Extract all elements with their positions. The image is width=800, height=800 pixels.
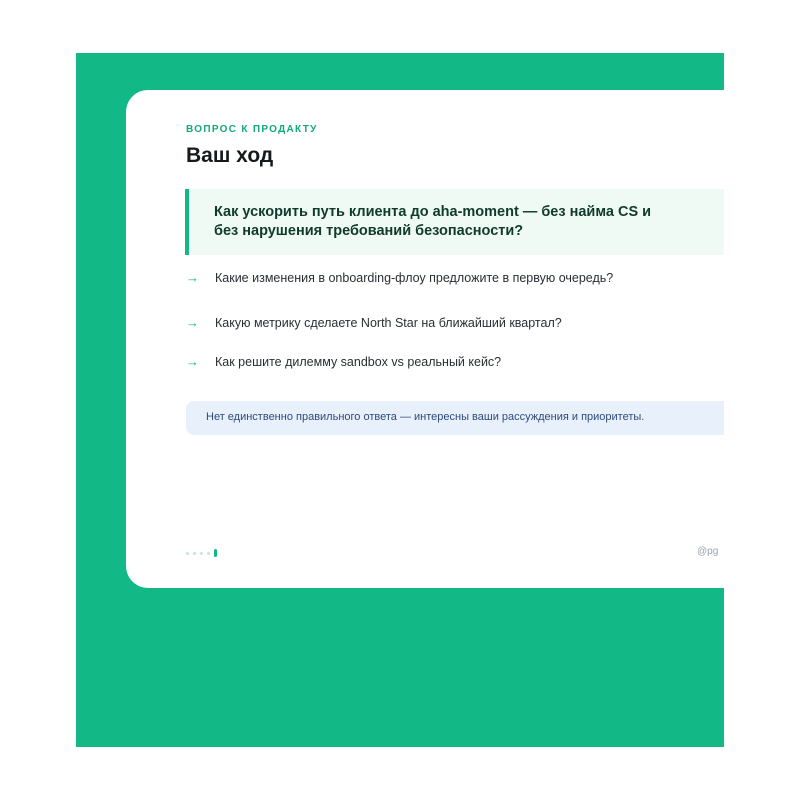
bullet-text: Какие изменения в onboarding-флоу предложите в первую очередь? <box>215 271 614 285</box>
background-panel <box>76 53 724 747</box>
bullet-text: Как решите дилемму sandbox vs реальный кейс? <box>215 355 502 369</box>
bullet-item <box>186 270 613 285</box>
note-callout <box>186 401 724 435</box>
author-handle: @pg <box>697 546 719 557</box>
bullet-item <box>186 315 562 330</box>
question-callout <box>185 189 724 255</box>
section-eyebrow: ВОПРОС К ПРОДАКТУ <box>186 124 318 135</box>
note-text: Нет единственно правильного ответа — интересны ваши рассуждения и приоритеты. <box>206 411 645 423</box>
arrow-right-icon: → <box>186 270 199 285</box>
pager-dot <box>193 552 196 555</box>
pager-dot <box>207 552 210 555</box>
bullet-item <box>186 354 501 369</box>
pager-dot <box>186 552 189 555</box>
question-line-1: Как ускорить путь клиента до aha-moment — без найма CS и <box>214 204 652 220</box>
pager-dot-active <box>214 549 217 557</box>
slide-card <box>126 90 724 588</box>
pager-dot <box>200 552 203 555</box>
arrow-right-icon: → <box>186 354 199 369</box>
question-text <box>214 203 651 241</box>
bullet-text: Какую метрику сделаете North Star на ближайший квартал? <box>215 316 562 330</box>
arrow-right-icon: → <box>186 315 199 330</box>
slide-pager <box>186 549 217 557</box>
slide-title: Ваш ход <box>186 144 274 167</box>
question-line-2: без нарушения требований безопасности? <box>214 223 524 239</box>
